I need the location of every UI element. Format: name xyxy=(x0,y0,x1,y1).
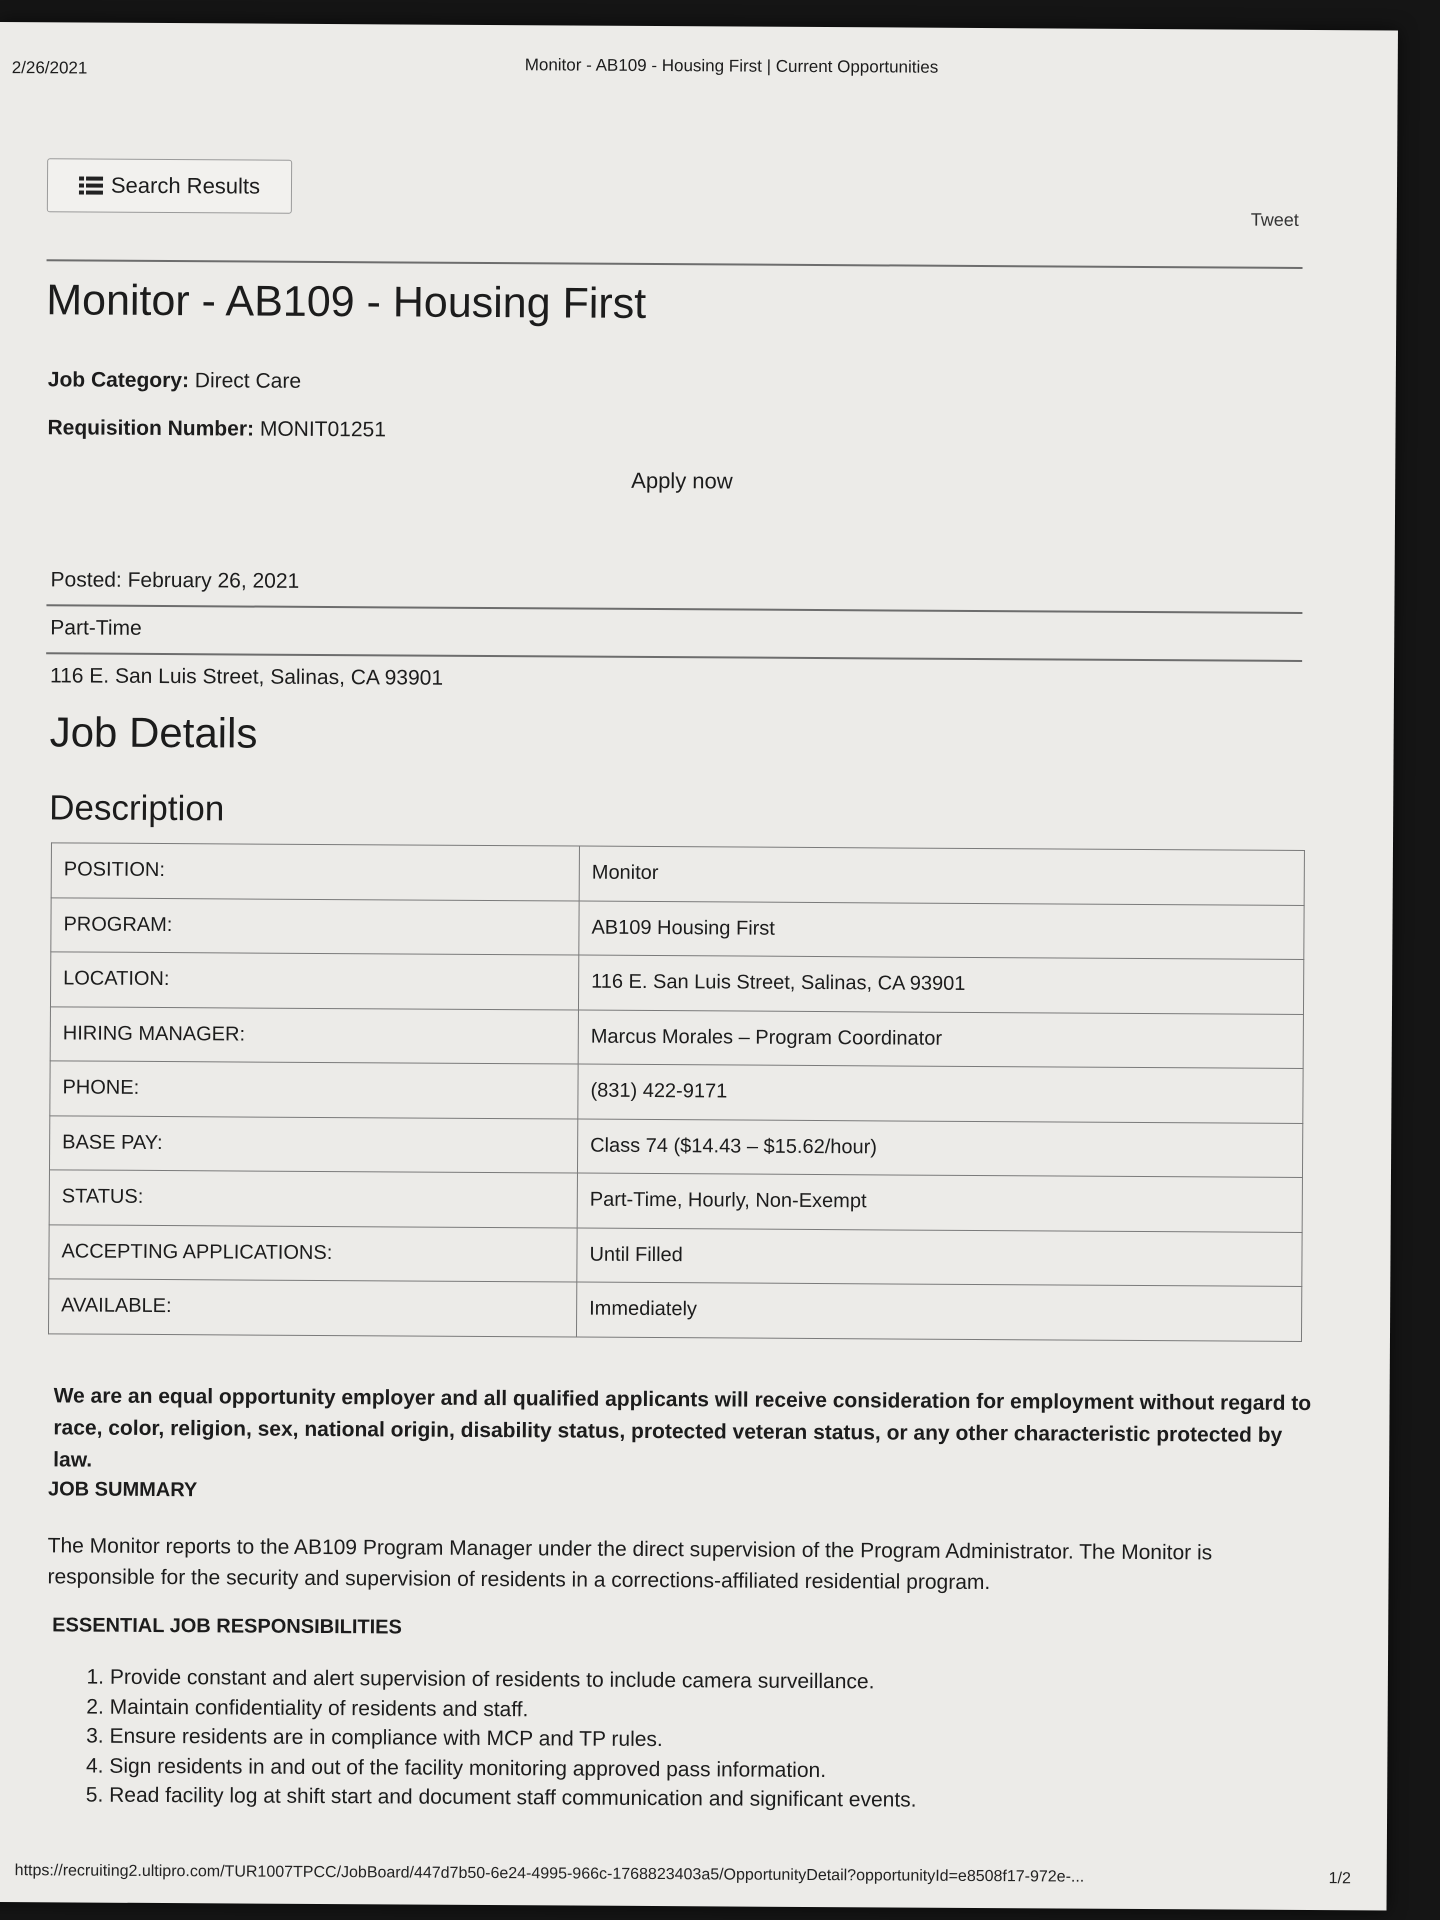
job-title: Monitor - AB109 - Housing First xyxy=(46,276,647,328)
list-item: 2. Maintain confidentiality of residents and staff. xyxy=(110,1692,1186,1728)
job-category-label: Job Category: xyxy=(47,368,190,393)
table-row xyxy=(50,1006,1303,1068)
row-value: (831) 422-9171 xyxy=(578,1064,1303,1123)
table-row xyxy=(49,1170,1302,1232)
table-row xyxy=(50,952,1303,1014)
responsibilities-list xyxy=(85,1663,1186,1817)
list-item: 5. Read facility log at shift start and document staff communication and significant events. xyxy=(109,1781,1185,1817)
list-item: 1. Provide constant and alert supervision of residents to include camera surveillance. xyxy=(110,1663,1186,1699)
job-summary-text: The Monitor reports to the AB109 Program Manager under the direct supervision of the Program Administrator. The Monitor is responsible for the security and supervision of residents in a corrections-affiliated residential program. xyxy=(47,1534,1213,1595)
tweet-link[interactable]: Tweet xyxy=(1250,209,1299,230)
row-label: STATUS: xyxy=(49,1170,577,1228)
table-row xyxy=(50,1061,1303,1123)
job-category-value: Direct Care xyxy=(194,369,302,393)
table-row xyxy=(48,1279,1301,1341)
divider xyxy=(46,652,1302,661)
row-label: AVAILABLE: xyxy=(48,1279,576,1337)
row-value: Class 74 ($14.43 – $15.62/hour) xyxy=(577,1119,1302,1178)
table-row xyxy=(51,843,1304,905)
job-summary-heading: JOB SUMMARY xyxy=(47,1478,198,1502)
row-label: HIRING MANAGER: xyxy=(50,1006,578,1064)
job-details-table xyxy=(48,842,1305,1341)
row-label: POSITION: xyxy=(51,843,579,901)
divider xyxy=(47,259,1303,268)
row-label: BASE PAY: xyxy=(49,1115,577,1173)
requisition-value: MONIT01251 xyxy=(259,417,387,442)
list-item: 4. Sign residents in and out of the facility monitoring approved pass information. xyxy=(109,1751,1185,1787)
row-value: Immediately xyxy=(576,1282,1301,1341)
print-page-title: Monitor - AB109 - Housing First | Current Opportunities xyxy=(524,55,939,77)
row-value: Part-Time, Hourly, Non-Exempt xyxy=(577,1173,1302,1232)
job-details-heading: Job Details xyxy=(49,708,258,757)
printed-page xyxy=(0,22,1398,1911)
row-value: Monitor xyxy=(579,846,1304,905)
responsibilities-heading: ESSENTIAL JOB RESPONSIBILITIES xyxy=(52,1614,402,1639)
divider xyxy=(46,604,1302,613)
print-url: https://recruiting2.ultipro.com/TUR1007TPCC/JobBoard/447d7b50-6e24-4995-966c-1768823403a5/OpportunityDetail?opportunityId=e8508f17-972e-... xyxy=(14,1862,1085,1886)
table-row xyxy=(49,1115,1302,1177)
row-value: Marcus Morales – Program Coordinator xyxy=(578,1010,1303,1069)
search-results-label: Search Results xyxy=(110,172,261,199)
posted-date: Posted: February 26, 2021 xyxy=(50,568,300,593)
search-results-button[interactable] xyxy=(47,158,292,213)
job-address: 116 E. San Luis Street, Salinas, CA 93901 xyxy=(49,664,444,690)
row-value: 116 E. San Luis Street, Salinas, CA 93901 xyxy=(578,955,1303,1014)
row-label: LOCATION: xyxy=(50,952,578,1010)
requisition-number xyxy=(47,416,386,442)
row-label: PROGRAM: xyxy=(51,897,579,955)
table-row xyxy=(51,897,1304,959)
eeo-statement: We are an equal opportunity employer and all qualified applicants will receive consideration for employment without regard to race, color, religion, sex, national origin, disability status, protected veteran status, or any other characteristic protected by law. xyxy=(53,1384,1312,1472)
apply-now-button[interactable]: Apply now xyxy=(631,467,733,494)
description-heading: Description xyxy=(49,788,225,829)
job-category xyxy=(48,368,301,394)
requisition-label: Requisition Number: xyxy=(47,416,255,441)
row-label: ACCEPTING APPLICATIONS: xyxy=(49,1224,577,1282)
list-item: 3. Ensure residents are in compliance with MCP and TP rules. xyxy=(109,1722,1185,1758)
row-value: Until Filled xyxy=(577,1228,1302,1287)
table-row xyxy=(49,1224,1302,1286)
row-label: PHONE: xyxy=(50,1061,578,1119)
print-date: 2/26/2021 xyxy=(11,58,88,78)
page-number: 1/2 xyxy=(1328,1870,1351,1888)
employment-type: Part-Time xyxy=(50,616,142,640)
row-value: AB109 Housing First xyxy=(579,901,1304,960)
list-icon xyxy=(79,176,103,194)
